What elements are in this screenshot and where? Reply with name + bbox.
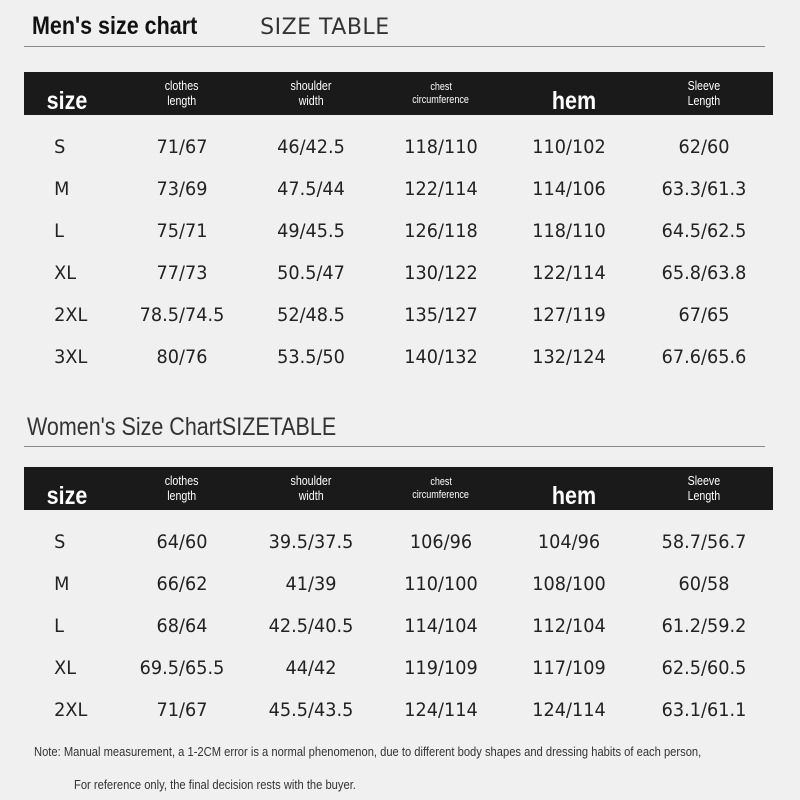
men-cell-chest: 122/114	[404, 178, 478, 200]
women-cell-size: 2XL	[54, 699, 88, 721]
men-cell-chest: 130/122	[404, 262, 478, 284]
men-header-hem: hem	[551, 87, 597, 116]
men-cell-sleeve-length: 65.8/63.8	[661, 262, 747, 284]
women-cell-clothes-length: 68/64	[156, 615, 208, 637]
women-header-sleeve-length: Sleeve Length	[687, 472, 721, 503]
women-cell-shoulder-width: 45.5/43.5	[268, 699, 354, 721]
men-table-row	[24, 252, 773, 294]
men-table-row	[24, 168, 773, 210]
men-header-sleeve-length: Sleeve Length	[687, 77, 721, 108]
women-header-chest: chest circumference	[412, 475, 470, 501]
men-cell-size: 2XL	[54, 304, 88, 326]
men-cell-hem: 118/110	[532, 220, 606, 242]
men-cell-hem: 114/106	[532, 178, 606, 200]
note-line-2: For reference only, the final decision rests with the buyer.	[74, 777, 356, 792]
men-cell-shoulder-width: 50.5/47	[277, 262, 345, 284]
men-cell-size: M	[54, 178, 70, 200]
women-cell-clothes-length: 66/62	[156, 573, 208, 595]
women-table-header	[24, 467, 773, 510]
men-header-shoulder-width: shoulder width	[290, 77, 332, 108]
note-line-1: Note: Manual measurement, a 1-2CM error is a normal phenomenon, due to different body shapes and dressing habits of each person,	[34, 744, 702, 759]
men-cell-sleeve-length: 67/65	[678, 304, 730, 326]
women-cell-clothes-length: 71/67	[156, 699, 208, 721]
men-cell-clothes-length: 75/71	[156, 220, 208, 242]
women-cell-sleeve-length: 62.5/60.5	[661, 657, 747, 679]
women-cell-sleeve-length: 60/58	[678, 573, 730, 595]
women-header-shoulder-width: shoulder width	[290, 472, 332, 503]
women-cell-shoulder-width: 41/39	[285, 573, 337, 595]
men-cell-shoulder-width: 52/48.5	[277, 304, 345, 326]
women-cell-hem: 124/114	[532, 699, 606, 721]
men-cell-clothes-length: 78.5/74.5	[139, 304, 225, 326]
women-title-block	[27, 413, 387, 442]
men-cell-hem: 110/102	[532, 136, 606, 158]
women-header-clothes-length: clothes length	[165, 472, 199, 503]
women-table-row	[24, 521, 773, 563]
men-cell-size: 3XL	[54, 346, 88, 368]
men-subtitle: SIZE TABLE	[260, 15, 390, 40]
men-cell-clothes-length: 71/67	[156, 136, 208, 158]
women-table-row	[24, 605, 773, 647]
women-cell-hem: 112/104	[532, 615, 606, 637]
women-cell-sleeve-length: 61.2/59.2	[661, 615, 747, 637]
women-table-row	[24, 647, 773, 689]
men-title-rule	[24, 46, 765, 47]
women-cell-shoulder-width: 42.5/40.5	[268, 615, 354, 637]
men-title: Men's size chart	[32, 12, 198, 40]
women-cell-sleeve-length: 58.7/56.7	[661, 531, 747, 553]
men-cell-clothes-length: 73/69	[156, 178, 208, 200]
men-cell-hem: 127/119	[532, 304, 606, 326]
men-cell-hem: 122/114	[532, 262, 606, 284]
men-cell-shoulder-width: 49/45.5	[277, 220, 345, 242]
women-title: Women's Size ChartSIZETABLE	[27, 413, 337, 441]
women-cell-hem: 104/96	[537, 531, 601, 553]
women-cell-hem: 108/100	[532, 573, 606, 595]
men-cell-chest: 135/127	[404, 304, 478, 326]
women-cell-shoulder-width: 44/42	[285, 657, 337, 679]
women-cell-clothes-length: 64/60	[156, 531, 208, 553]
men-cell-chest: 118/110	[404, 136, 478, 158]
men-header-chest: chest circumference	[412, 80, 470, 106]
women-cell-shoulder-width: 39.5/37.5	[268, 531, 354, 553]
men-table-body	[24, 126, 773, 378]
women-table-row	[24, 563, 773, 605]
women-cell-chest: 110/100	[404, 573, 478, 595]
women-cell-chest: 106/96	[409, 531, 473, 553]
women-cell-chest: 124/114	[404, 699, 478, 721]
men-header-size: size	[46, 87, 88, 116]
women-cell-size: XL	[54, 657, 77, 679]
men-cell-sleeve-length: 63.3/61.3	[661, 178, 747, 200]
men-cell-size: L	[54, 220, 64, 242]
women-cell-chest: 119/109	[404, 657, 478, 679]
women-cell-hem: 117/109	[532, 657, 606, 679]
men-cell-chest: 126/118	[404, 220, 478, 242]
women-cell-chest: 114/104	[404, 615, 478, 637]
men-cell-clothes-length: 77/73	[156, 262, 208, 284]
men-cell-shoulder-width: 47.5/44	[277, 178, 345, 200]
men-cell-sleeve-length: 67.6/65.6	[661, 346, 747, 368]
men-cell-chest: 140/132	[404, 346, 478, 368]
women-header-size: size	[46, 482, 88, 511]
men-table-header	[24, 72, 773, 115]
men-header-clothes-length: clothes length	[165, 77, 199, 108]
men-cell-size: S	[54, 136, 66, 158]
men-title-block	[32, 12, 390, 41]
men-cell-sleeve-length: 64.5/62.5	[661, 220, 747, 242]
men-cell-size: XL	[54, 262, 77, 284]
men-table-row	[24, 336, 773, 378]
women-table-body	[24, 521, 773, 731]
men-cell-shoulder-width: 46/42.5	[277, 136, 345, 158]
men-cell-clothes-length: 80/76	[156, 346, 208, 368]
men-cell-hem: 132/124	[532, 346, 606, 368]
men-table-row	[24, 126, 773, 168]
men-table-row	[24, 294, 773, 336]
women-header-hem: hem	[551, 482, 597, 511]
men-cell-sleeve-length: 62/60	[678, 136, 730, 158]
women-title-rule	[24, 446, 765, 447]
women-cell-size: S	[54, 531, 66, 553]
men-cell-shoulder-width: 53.5/50	[277, 346, 345, 368]
women-cell-sleeve-length: 63.1/61.1	[661, 699, 747, 721]
women-cell-clothes-length: 69.5/65.5	[139, 657, 225, 679]
women-table-row	[24, 689, 773, 731]
men-table-row	[24, 210, 773, 252]
women-cell-size: L	[54, 615, 64, 637]
women-cell-size: M	[54, 573, 70, 595]
